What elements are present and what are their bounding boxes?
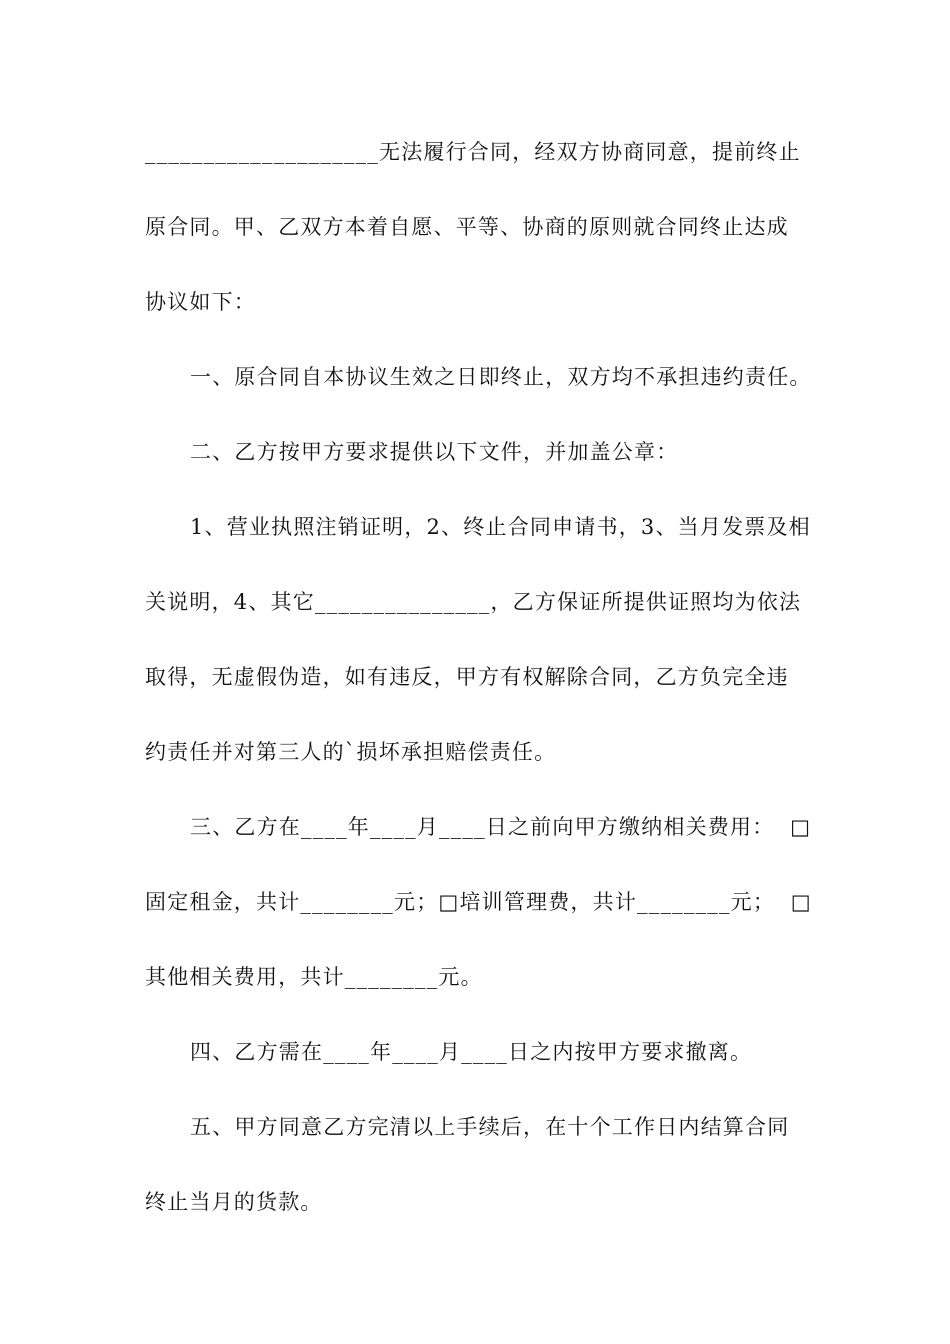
clause-five: 五、甲方同意乙方完清以上手续后，在十个工作日内结算合同 — [190, 1115, 790, 1139]
document-list: 1、营业执照注销证明，2、终止合同申请书，3、当月发票及相 — [190, 515, 811, 539]
paragraph-line: 其他相关费用，共计________元。 — [145, 965, 483, 989]
clause-three: 三、乙方在____年____月____日之前向甲方缴纳相关费用： □ — [190, 815, 812, 839]
paragraph-line: 取得，无虚假伪造，如有违反，甲方有权解除合同，乙方负完全违 — [145, 665, 789, 689]
clause-one: 一、原合同自本协议生效之日即终止，双方均不承担违约责任。 — [190, 365, 812, 389]
clause-two: 二、乙方按甲方要求提供以下文件，并加盖公章： — [190, 440, 679, 464]
paragraph-line: 协议如下： — [145, 290, 256, 314]
fee-options: 固定租金，共计________元；□培训管理费，共计________元； □ — [145, 890, 812, 914]
clause-four: 四、乙方需在____年____月____日之内按甲方要求撤离。 — [190, 1040, 753, 1064]
paragraph-line: 终止当月的货款。 — [145, 1190, 323, 1214]
paragraph-line: 约责任并对第三人的`损坏承担赔偿责任。 — [145, 740, 557, 764]
paragraph-line: ____________________无法履行合同，经双方协商同意，提前终止 — [145, 140, 801, 164]
paragraph-line: 原合同。甲、乙双方本着自愿、平等、协商的原则就合同终止达成 — [145, 215, 789, 239]
paragraph-line: 关说明，4、其它_______________，乙方保证所提供证照均为依法 — [145, 590, 802, 614]
